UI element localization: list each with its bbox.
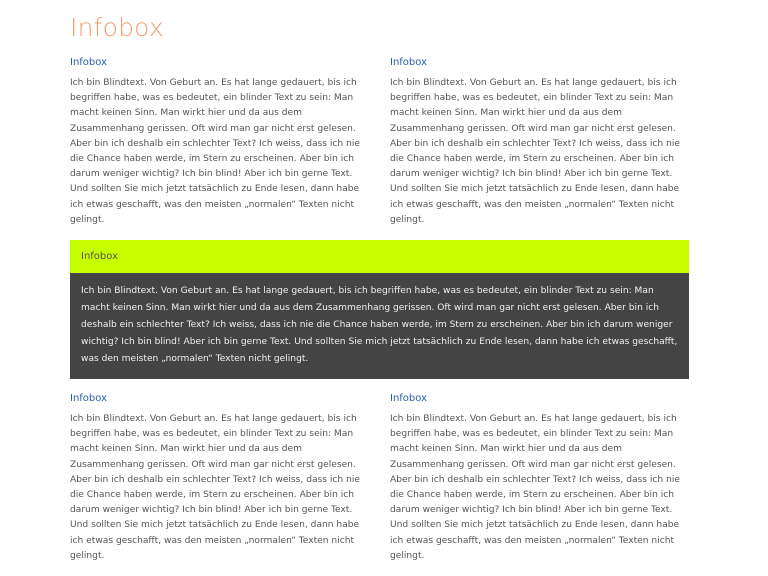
infobox-text: Ich bin Blindtext. Von Geburt an. Es hat lange gedauert, bis ich begriffen habe, was es bedeutet, ein blinder Text zu sein: Man macht keinen Sinn. Man wirkt hier und da aus dem Zusammenhang gerissen. Oft wird man gar nicht erst gelesen. Aber bin ich deshalb ein schlechter Text? Ich weiss, dass ich nie die Chance haben werde, im Stern zu erscheinen. Aber bin ich darum weniger wichtig? Ich bin blind! Aber ich bin gerne Text. Und sollten Sie mich jetzt tatsächlich zu Ende lesen, dann habe ich etwas geschafft, was den meisten „normalen“ Texten nicht gelingt.	[70, 78, 360, 225]
infobox-top-right	[390, 56, 690, 228]
infobox-featured-header	[70, 240, 689, 273]
infobox-featured-title: Infobox	[81, 251, 119, 262]
infobox-text: Ich bin Blindtext. Von Geburt an. Es hat lange gedauert, bis ich begriffen habe, was es bedeutet, ein blinder Text zu sein: Man macht keinen Sinn. Man wirkt hier und da aus dem Zusammenhang gerissen. Oft wird man gar nicht erst gelesen. Aber bin ich deshalb ein schlechter Text? Ich weiss, dass ich nie die Chance haben werde, im Stern zu erscheinen. Aber bin ich darum weniger wichtig? Ich bin blind! Aber ich bin gerne Text. Und sollten Sie mich jetzt tatsächlich zu Ende lesen, dann habe ich etwas geschafft, was den meisten „normalen“ Texten nicht gelingt.	[390, 414, 680, 561]
infobox-text: Ich bin Blindtext. Von Geburt an. Es hat lange gedauert, bis ich begriffen habe, was es bedeutet, ein blinder Text zu sein: Man macht keinen Sinn. Man wirkt hier und da aus dem Zusammenhang gerissen. Oft wird man gar nicht erst gelesen. Aber bin ich deshalb ein schlechter Text? Ich weiss, dass ich nie die Chance haben werde, im Stern zu erscheinen. Aber bin ich darum weniger wichtig? Ich bin blind! Aber ich bin gerne Text. Und sollten Sie mich jetzt tatsächlich zu Ende lesen, dann habe ich etwas geschafft, was den meisten „normalen“ Texten nicht gelingt.	[390, 78, 680, 225]
infobox-title: Infobox	[390, 393, 428, 404]
infobox-text: Ich bin Blindtext. Von Geburt an. Es hat lange gedauert, bis ich begriffen habe, was es bedeutet, ein blinder Text zu sein: Man macht keinen Sinn. Man wirkt hier und da aus dem Zusammenhang gerissen. Oft wird man gar nicht erst gelesen. Aber bin ich deshalb ein schlechter Text? Ich weiss, dass ich nie die Chance haben werde, im Stern zu erscheinen. Aber bin ich darum weniger wichtig? Ich bin blind! Aber ich bin gerne Text. Und sollten Sie mich jetzt tatsächlich zu Ende lesen, dann habe ich etwas geschafft, was den meisten „normalen“ Texten nicht gelingt.	[70, 414, 360, 561]
page-title: Infobox	[70, 13, 164, 42]
infobox-bottom-left	[70, 392, 370, 564]
infobox-title: Infobox	[70, 393, 108, 404]
infobox-title: Infobox	[70, 57, 108, 68]
infobox-featured-text: Ich bin Blindtext. Von Geburt an. Es hat lange gedauert, bis ich begriffen habe, was es bedeutet, ein blinder Text zu sein: Man macht keinen Sinn. Man wirkt hier und da aus dem Zusammenhang gerissen. Oft wird man gar nicht erst gelesen. Aber bin ich deshalb ein schlechter Text? Ich weiss, dass ich nie die Chance haben werde, im Stern zu erscheinen. Aber bin ich darum weniger wichtig? Ich bin blind! Aber ich bin gerne Text. Und sollten Sie mich jetzt tatsächlich zu Ende lesen, dann habe ich etwas geschafft, was den meisten „normalen“ Texten nicht gelingt.	[81, 286, 678, 364]
infobox-title: Infobox	[390, 57, 428, 68]
infobox-bottom-right	[390, 392, 690, 564]
infobox-featured	[70, 240, 689, 379]
infobox-top-left	[70, 56, 370, 228]
